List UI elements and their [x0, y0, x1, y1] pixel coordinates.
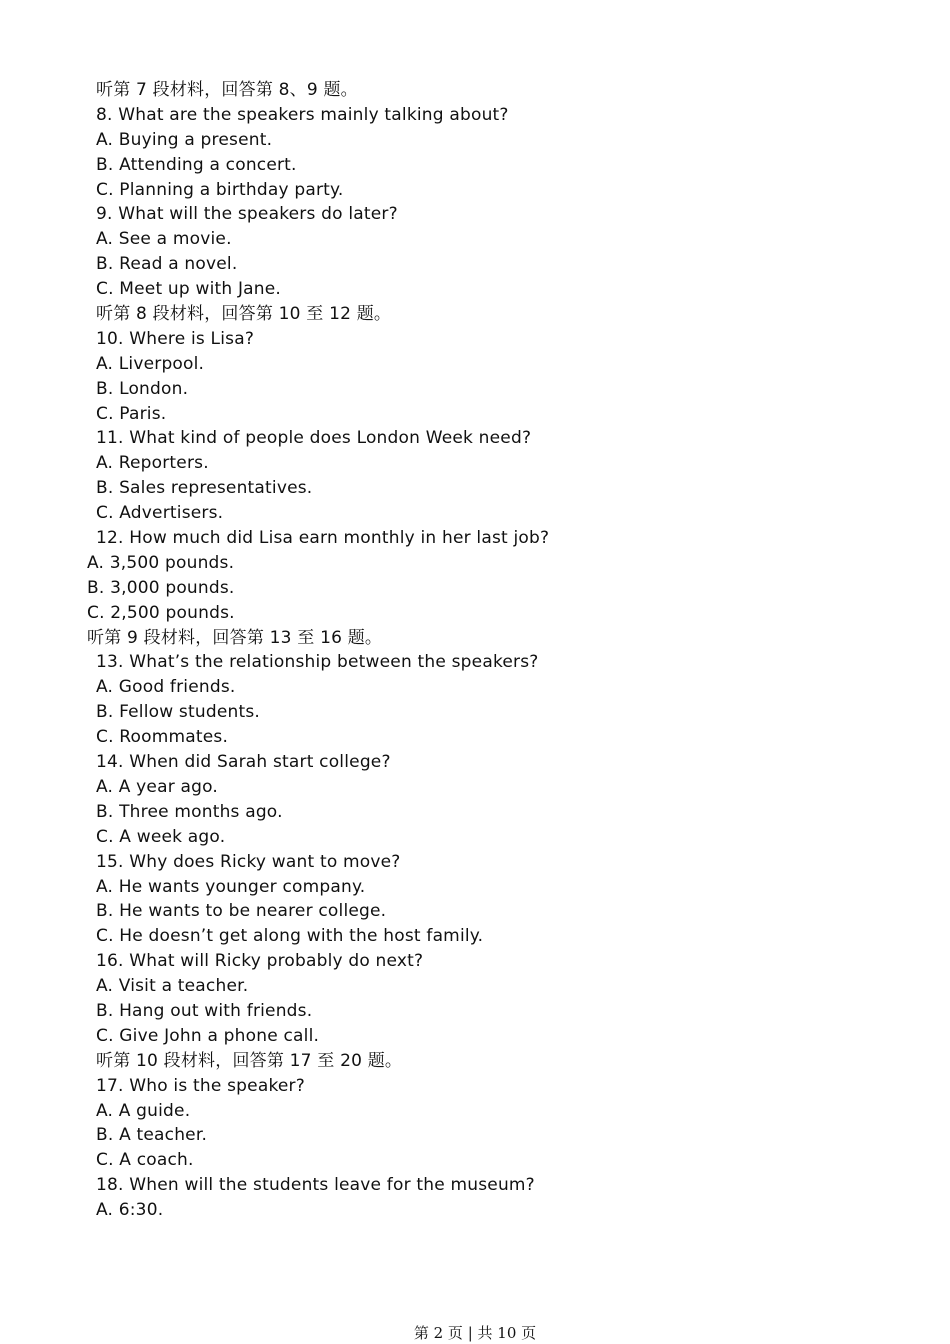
- question: 12. How much did Lisa earn monthly in her last job?: [96, 528, 550, 549]
- answer-option: C. Paris.: [96, 403, 167, 424]
- answer-option: A. Buying a present.: [96, 129, 273, 150]
- question: 16. What will Ricky probably do next?: [96, 951, 424, 972]
- question: 15. Why does Ricky want to move?: [96, 851, 401, 872]
- answer-option: C. Roommates.: [96, 727, 229, 748]
- question: 11. What kind of people does London Week need?: [96, 428, 532, 449]
- question: 14. When did Sarah start college?: [96, 752, 391, 773]
- answer-option: B. Hang out with friends.: [96, 1000, 313, 1021]
- answer-option: B. Fellow students.: [96, 702, 260, 723]
- answer-option: A. Reporters.: [96, 453, 209, 474]
- section-header: 听第 9 段材料，回答第 13 至 16 题。: [87, 627, 383, 648]
- answer-option: A. See a movie.: [96, 229, 232, 250]
- answer-option: C. Planning a birthday party.: [96, 179, 344, 200]
- answer-option: C. 2,500 pounds.: [87, 602, 235, 623]
- answer-option: B. London.: [96, 378, 189, 399]
- section-header: 听第 10 段材料，回答第 17 至 20 题。: [96, 1050, 403, 1071]
- answer-option: A. 3,500 pounds.: [87, 552, 235, 573]
- question: 8. What are the speakers mainly talking about?: [96, 104, 509, 125]
- question: 10. Where is Lisa?: [96, 328, 255, 349]
- answer-option: B. Read a novel.: [96, 254, 238, 275]
- answer-option: C. Give John a phone call.: [96, 1025, 320, 1046]
- question: 18. When will the students leave for the museum?: [96, 1175, 535, 1196]
- exam-text-body: [0, 78, 950, 1223]
- answer-option: A. A guide.: [96, 1100, 191, 1121]
- answer-option: B. 3,000 pounds.: [87, 577, 235, 598]
- answer-option: B. Three months ago.: [96, 801, 283, 822]
- question: 9. What will the speakers do later?: [96, 204, 398, 225]
- section-header: 听第 8 段材料，回答第 10 至 12 题。: [96, 304, 392, 325]
- question: 13. What’s the relationship between the speakers?: [96, 652, 539, 673]
- answer-option: C. Advertisers.: [96, 503, 224, 524]
- answer-option: C. A coach.: [96, 1150, 194, 1171]
- answer-option: A. 6:30.: [96, 1200, 164, 1221]
- answer-option: A. Liverpool.: [96, 353, 205, 374]
- answer-option: B. Sales representatives.: [96, 478, 313, 499]
- answer-option: A. Visit a teacher.: [96, 976, 249, 997]
- answer-option: C. He doesn’t get along with the host family.: [96, 926, 484, 947]
- section-header: 听第 7 段材料，回答第 8、9 题。: [96, 80, 358, 100]
- answer-option: B. Attending a concert.: [96, 154, 297, 175]
- answer-option: B. He wants to be nearer college.: [96, 901, 387, 922]
- answer-option: A. A year ago.: [96, 776, 219, 797]
- answer-option: A. Good friends.: [96, 677, 236, 698]
- answer-option: C. A week ago.: [96, 826, 226, 847]
- answer-option: B. A teacher.: [96, 1125, 208, 1146]
- answer-option: C. Meet up with Jane.: [96, 279, 282, 300]
- question: 17. Who is the speaker?: [96, 1075, 305, 1096]
- answer-option: A. He wants younger company.: [96, 876, 366, 897]
- page-footer: 第 2 页 | 共 10 页: [413, 1324, 537, 1342]
